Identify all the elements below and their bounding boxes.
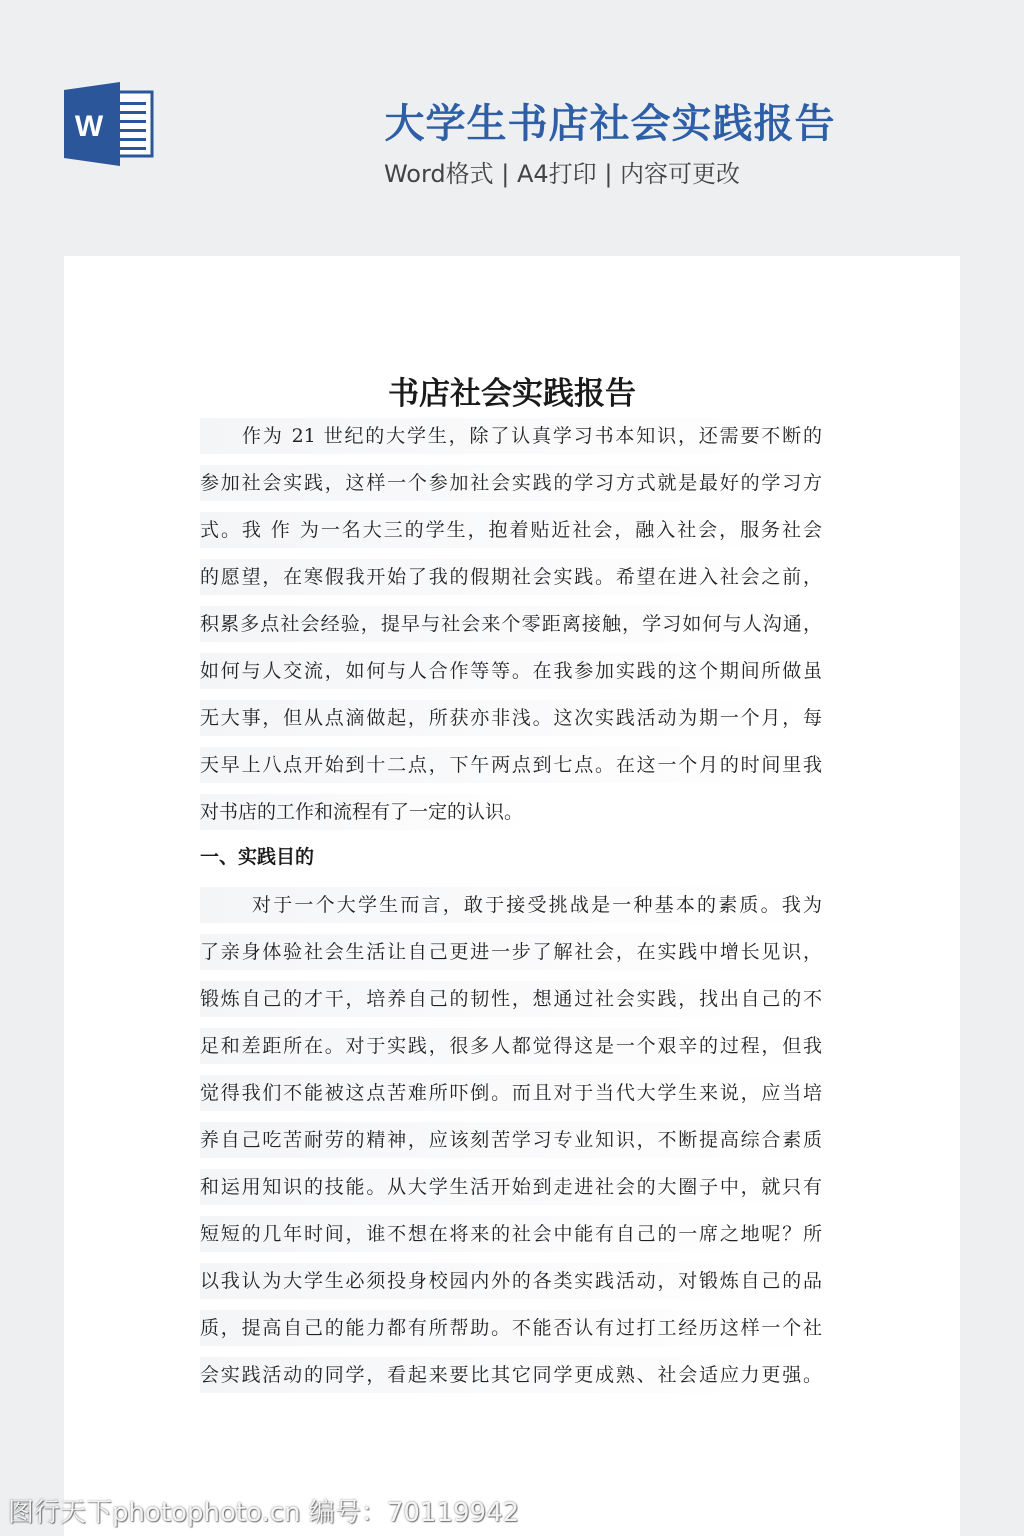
- paragraph-1-line: 无大事，但从点滴做起，所获亦非浅。这次实践活动为期一个月，每: [200, 700, 822, 736]
- paragraph-2-line: 以我认为大学生必须投身校园内外的各类实践活动，对锻炼自己的品: [200, 1263, 822, 1299]
- paragraph-2-line: 对于一个大学生而言，敢于接受挑战是一种基本的素质。我为: [200, 887, 822, 923]
- page-title: 大学生书店社会实践报告: [384, 101, 836, 147]
- section-heading: 一、实践目的: [200, 846, 315, 868]
- paragraph-2-line: 觉得我们不能被这点苦难所吓倒。而且对于当代大学生来说，应当培: [200, 1075, 822, 1111]
- paragraph-1-line: 天早上八点开始到十二点，下午两点到七点。在这一个月的时间里我: [200, 747, 822, 783]
- paragraph-2-line: 和运用知识的技能。从大学生活开始到走进社会的大圈子中，就只有: [200, 1169, 822, 1205]
- paragraph-1-line: 积累多点社会经验，提早与社会来个零距离接触，学习如何与人沟通，: [200, 606, 822, 642]
- document-page: [64, 256, 960, 1536]
- paragraph-2-line: 了亲身体验社会生活让自己更进一步了解社会，在实践中增长见识，: [200, 934, 822, 970]
- paragraph-2-line: 质，提高自己的能力都有所帮助。不能否认有过打工经历这样一个社: [200, 1310, 822, 1346]
- document-title: 书店社会实践报告: [388, 376, 636, 412]
- paragraph-1-line: 对书店的工作和流程有了一定的认识。: [200, 794, 531, 830]
- word-icon-letter: W: [74, 110, 104, 143]
- word-document-icon: [64, 82, 156, 166]
- watermark: 图行天下photophoto.cn 编号：70119942: [8, 1498, 520, 1528]
- paragraph-2-line: 足和差距所在。对于实践，很多人都觉得这是一个艰辛的过程，但我: [200, 1028, 822, 1064]
- paragraph-1-line: 作为 21 世纪的大学生，除了认真学习书本知识，还需要不断的: [200, 418, 822, 454]
- paragraph-2-line: 养自己吃苦耐劳的精神，应该刻苦学习专业知识，不断提高综合素质: [200, 1122, 822, 1158]
- page-subtitle: Word格式 | A4打印 | 内容可更改: [383, 160, 741, 188]
- paragraph-1-line: 参加社会实践，这样一个参加社会实践的学习方式就是最好的学习方: [200, 465, 822, 501]
- paragraph-2-line: 短短的几年时间，谁不想在将来的社会中能有自己的一席之地呢？所: [200, 1216, 822, 1252]
- paragraph-2-line: 锻炼自己的才干，培养自己的韧性，想通过社会实践，找出自己的不: [200, 981, 822, 1017]
- paragraph-1-line: 式。我 作 为一名大三的学生，抱着贴近社会，融入社会，服务社会: [200, 512, 822, 548]
- paragraph-2-line: 会实践活动的同学，看起来要比其它同学更成熟、社会适应力更强。: [200, 1357, 822, 1393]
- page-header: [0, 0, 1024, 240]
- paragraph-1-line: 如何与人交流，如何与人合作等等。在我参加实践的这个期间所做虽: [200, 653, 822, 689]
- paragraph-1-line: 的愿望，在寒假我开始了我的假期社会实践。希望在进入社会之前，: [200, 559, 822, 595]
